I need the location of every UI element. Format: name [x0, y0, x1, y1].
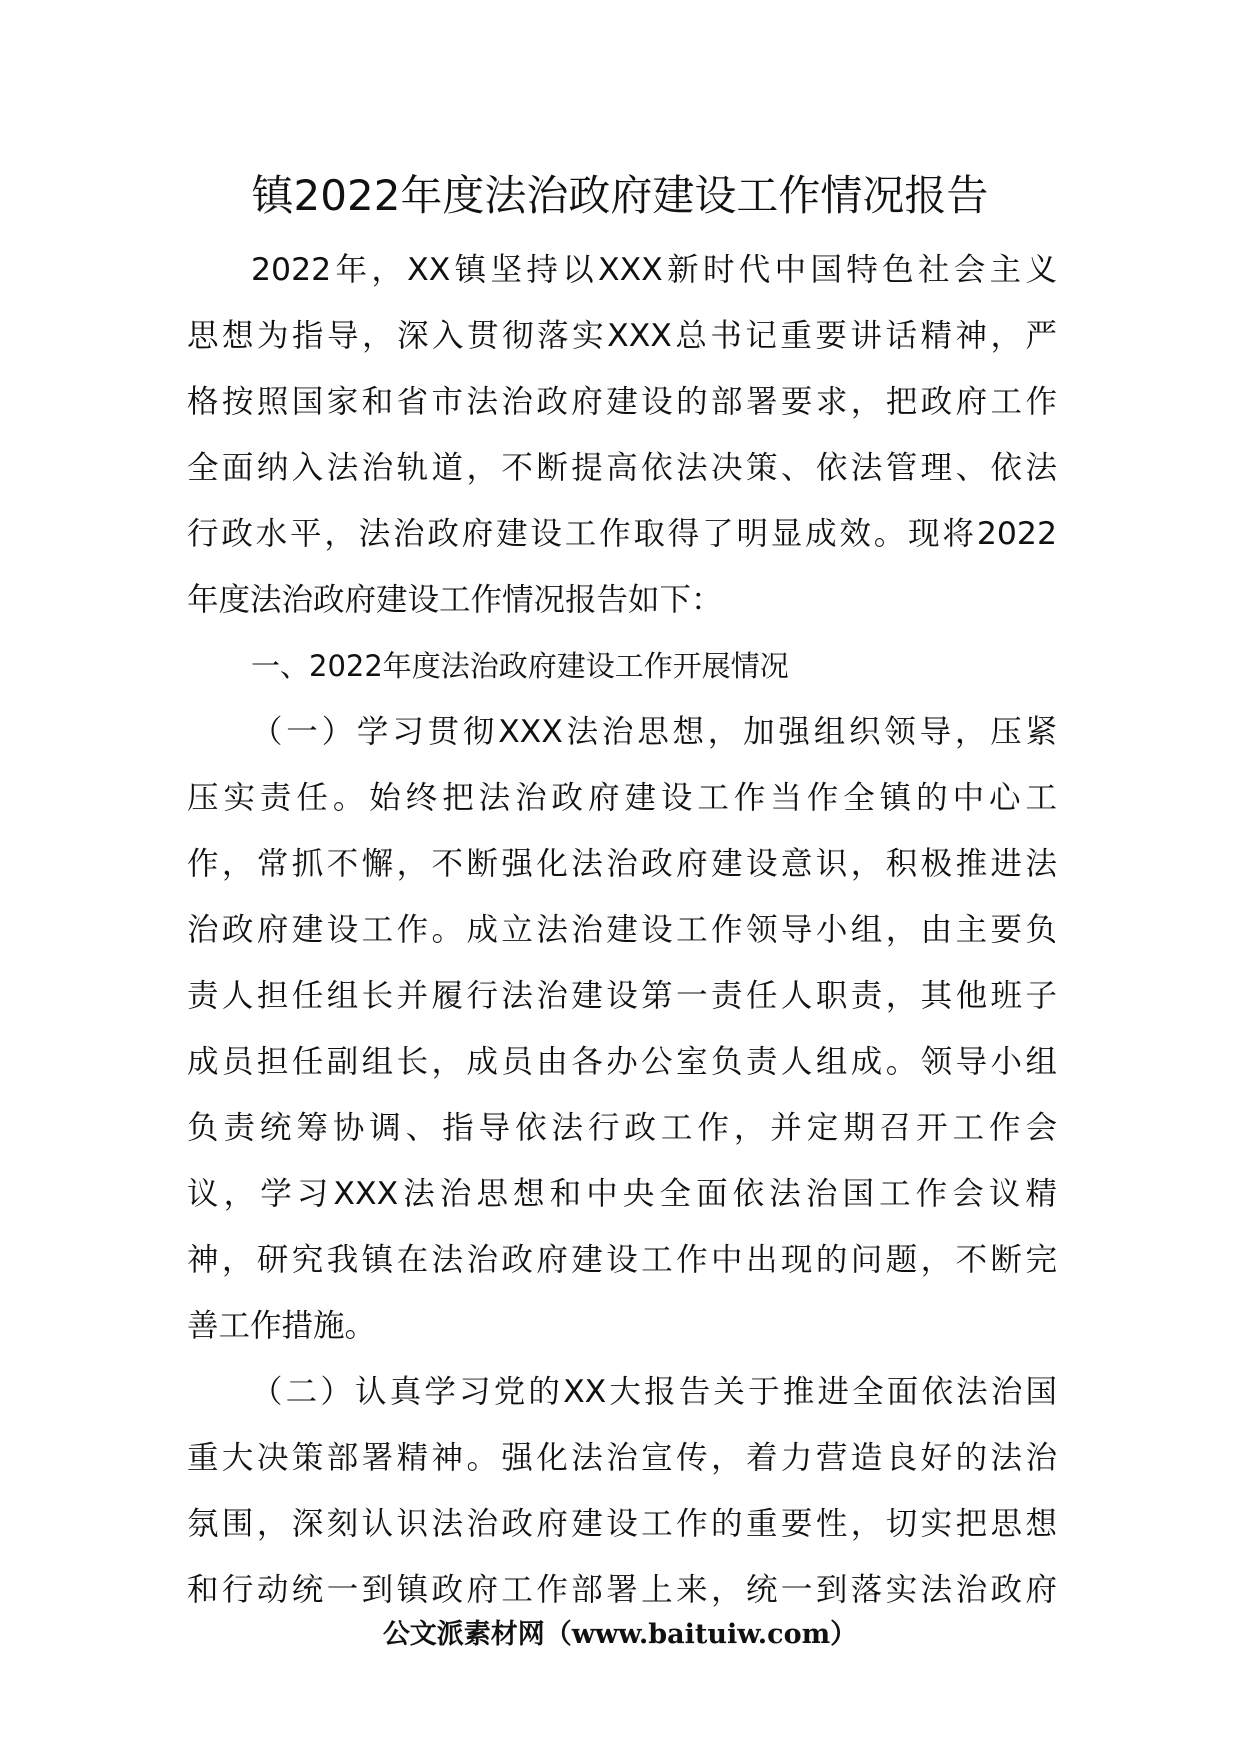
- paragraph-line: 和行动统一到镇政府工作部署上来，统一到落实法治政府: [187, 1572, 1057, 1608]
- paragraph-line: 年度法治政府建设工作情况报告如下：: [187, 582, 723, 618]
- paragraph-line: 重大决策部署精神。强化法治宣传，着力营造良好的法治: [187, 1440, 1057, 1476]
- paragraph-line: 全面纳入法治轨道，不断提高依法决策、依法管理、依法: [187, 450, 1057, 486]
- paragraph-line: 神，研究我镇在法治政府建设工作中出现的问题，不断完: [187, 1242, 1057, 1278]
- paragraph-line: 氛围，深刻认识法治政府建设工作的重要性，切实把思想: [187, 1506, 1057, 1542]
- paragraph-line: 格按照国家和省市法治政府建设的部署要求，把政府工作: [187, 384, 1057, 420]
- paragraph-line: 责人担任组长并履行法治建设第一责任人职责，其他班子: [187, 978, 1057, 1014]
- paragraph-line: （二）认真学习党的XX大报告关于推进全面依法治国: [251, 1374, 1057, 1410]
- document-title: 镇2022年度法治政府建设工作情况报告: [251, 171, 989, 220]
- paragraph-line: 负责统筹协调、指导依法行政工作，并定期召开工作会: [187, 1110, 1057, 1146]
- paragraph-line: 成员担任副组长，成员由各办公室负责人组成。领导小组: [187, 1044, 1057, 1080]
- paragraph-line: 2022年，XX镇坚持以XXX新时代中国特色社会主义: [251, 252, 1057, 288]
- paragraph-line: 议，学习XXX法治思想和中央全面依法治国工作会议精: [187, 1176, 1057, 1212]
- paragraph-line: 善工作措施。: [187, 1308, 377, 1344]
- paragraph-line: 行政水平，法治政府建设工作取得了明显成效。现将2022: [187, 516, 1057, 552]
- section-heading: 一、2022年度法治政府建设工作开展情况: [251, 649, 789, 683]
- paragraph-line: （一）学习贯彻XXX法治思想，加强组织领导，压紧: [251, 714, 1057, 750]
- paragraph-line: 治政府建设工作。成立法治建设工作领导小组，由主要负: [187, 912, 1057, 948]
- footer-watermark: 公文派素材网（www.baituiw.com）: [382, 1619, 858, 1650]
- document-body: [187, 237, 1057, 1623]
- paragraph-line: 作，常抓不懈，不断强化法治政府建设意识，积极推进法: [187, 846, 1057, 882]
- paragraph-line: 压实责任。始终把法治政府建设工作当作全镇的中心工: [187, 780, 1057, 816]
- paragraph-line: 思想为指导，深入贯彻落实XXX总书记重要讲话精神，严: [187, 318, 1057, 354]
